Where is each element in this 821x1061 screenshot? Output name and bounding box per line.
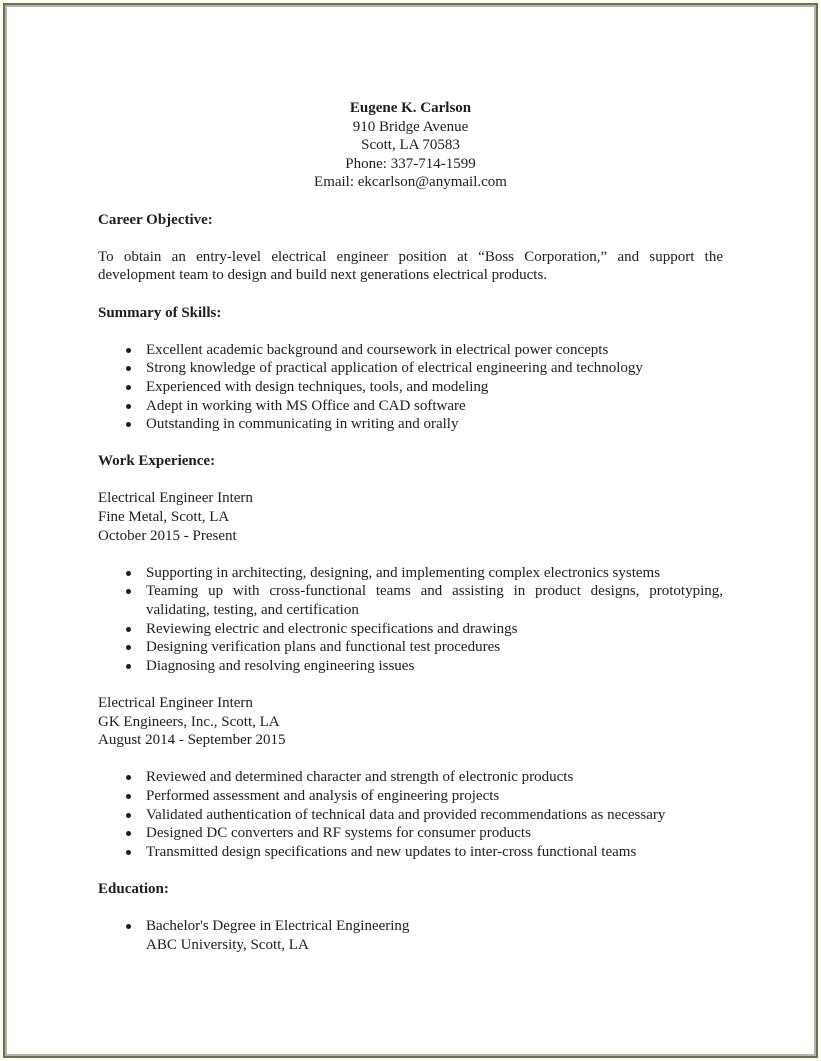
resume-content — [7, 7, 814, 954]
skills-list-item: Experienced with design techniques, tools, and modeling — [98, 378, 723, 397]
skills-list-item: Outstanding in communicating in writing and orally — [98, 415, 723, 434]
education-school: ABC University, Scott, LA — [146, 936, 309, 953]
education-list — [98, 917, 723, 954]
page-frame-outer — [3, 3, 818, 1058]
section-heading-skills: Summary of Skills: — [98, 304, 222, 321]
contact-header — [98, 99, 723, 192]
skills-list-item: Strong knowledge of practical application of electrical engineering and technology — [98, 359, 723, 378]
address-line-2: Scott, LA 70583 — [361, 137, 460, 154]
job-duty-item: Teaming up with cross-functional teams and assisting in product designs, prototyping, validating, testing, and certification — [98, 582, 723, 619]
candidate-name: Eugene K. Carlson — [349, 100, 472, 116]
job-company: GK Engineers, Inc., Scott, LA — [98, 713, 280, 730]
email-line: Email: ekcarlson@anymail.com — [314, 174, 507, 191]
skills-list-item: Adept in working with MS Office and CAD software — [98, 397, 723, 416]
job-duty-item: Supporting in architecting, designing, and implementing complex electronics systems — [98, 564, 723, 583]
job-dates: October 2015 - Present — [98, 527, 237, 544]
job-company: Fine Metal, Scott, LA — [98, 509, 230, 526]
education-degree: Bachelor's Degree in Electrical Engineering — [146, 918, 410, 935]
education-item — [98, 917, 723, 954]
job-duty-item: Performed assessment and analysis of engineering projects — [98, 787, 723, 806]
job-duty-item: Designing verification plans and functional test procedures — [98, 638, 723, 657]
job-duty-item: Diagnosing and resolving engineering issues — [98, 657, 723, 676]
skills-list-item: Excellent academic background and coursework in electrical power concepts — [98, 341, 723, 360]
phone-line: Phone: 337-714-1599 — [345, 155, 476, 172]
job-dates: August 2014 - September 2015 — [98, 732, 286, 749]
section-heading-career-objective: Career Objective: — [98, 211, 213, 228]
job-duty-item: Validated authentication of technical data and provided recommendations as necessary — [98, 806, 723, 825]
career-objective-text: To obtain an entry-level electrical engineer position at “Boss Corporation,” and support the development team to design and build next generations electrical products. — [98, 248, 723, 284]
job-duty-item: Transmitted design specifications and new updates to inter-cross functional teams — [98, 843, 723, 862]
section-heading-work-experience: Work Experience: — [98, 453, 216, 470]
job-duty-item: Designed DC converters and RF systems for consumer products — [98, 824, 723, 843]
section-heading-education: Education: — [98, 880, 169, 897]
job-title: Electrical Engineer Intern — [98, 695, 253, 711]
skills-list — [98, 341, 723, 434]
job-header-2 — [98, 694, 723, 750]
job-duty-item: Reviewed and determined character and strength of electronic products — [98, 768, 723, 787]
job-2-duties-list — [98, 768, 723, 861]
job-duty-item: Reviewing electric and electronic specifications and drawings — [98, 620, 723, 639]
page-frame-inner — [5, 5, 816, 1056]
job-1-duties-list — [98, 564, 723, 676]
job-title: Electrical Engineer Intern — [98, 490, 253, 507]
address-line-1: 910 Bridge Avenue — [352, 118, 469, 135]
job-header-1 — [98, 489, 723, 545]
